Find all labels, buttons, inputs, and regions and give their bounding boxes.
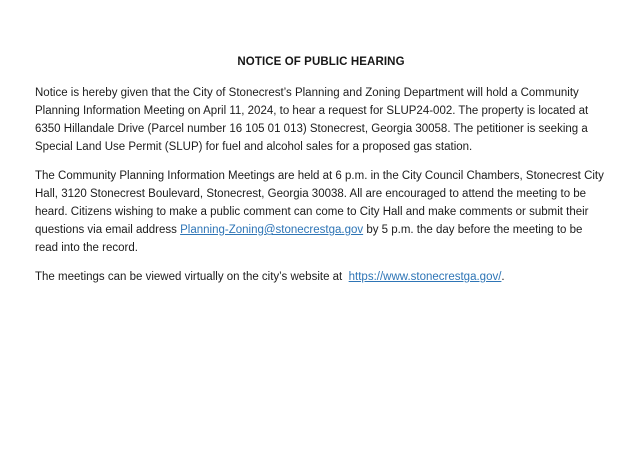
notice-paragraph-2 [35,167,607,257]
paragraph-2-text-before-link: The Community Planning Information Meetings are held at 6 p.m. in the City Council Chambers, Stonecrest City Hall, 3120 Stonecrest Boulevard, Stonecrest, Georgia 30038. All are encouraged to attend the meeting to be heard. Citizens wishing to make a public comment can come to City Hall and make comments or submit their questions via email address [35,170,608,236]
paragraph-1-text: Notice is hereby given that the City of Stonecrest’s Planning and Zoning Department will hold a Community Planning Information Meeting on April 11, 2024, to hear a request for SLUP24-002. The property is located at 6350 Hillandale Drive (Parcel number 16 105 01 013) Stonecrest, Georgia 30058. The petitioner is seeking a Special Land Use Permit (SLUP) for fuel and alcohol sales for a proposed gas station. [35,87,592,153]
website-link[interactable]: https://www.stonecrestga.gov/ [348,271,502,283]
notice-paragraph-3 [35,268,607,286]
notice-title: NOTICE OF PUBLIC HEARING [237,56,405,68]
email-link[interactable]: Planning-Zoning@stonecrestga.gov [180,224,364,236]
notice-paragraph-1 [35,84,607,156]
paragraph-3-trailing-period: . [501,271,505,283]
paragraph-2-text-after-link: by 5 p.m. the day before the meeting to be read into the record. [35,224,586,254]
paragraph-3-text-before-link: The meetings can be viewed virtually on the city’s website at [35,271,349,283]
